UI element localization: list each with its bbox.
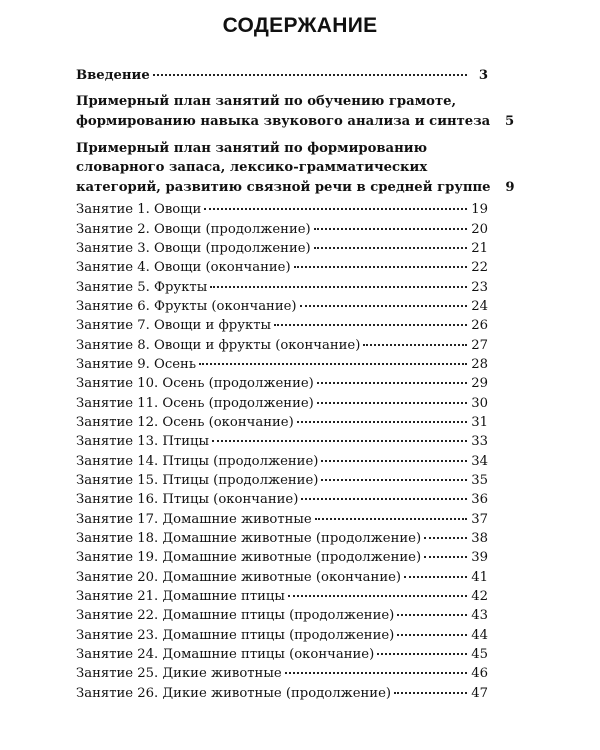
dot-leader (297, 409, 467, 423)
lesson-list (76, 199, 488, 702)
toc-entry-text: Занятие 23. Домашние птицы (продолжение) (76, 627, 395, 643)
dot-leader (424, 525, 467, 539)
toc-page-number: 45 (471, 647, 488, 663)
toc-page-number: 23 (471, 279, 488, 295)
dot-leader (274, 312, 467, 326)
toc-page-number: 31 (471, 415, 488, 430)
toc-page-number: 36 (471, 492, 488, 508)
toc-entry-text: Занятие 7. Овощи и фрукты (76, 318, 271, 334)
dot-leader (294, 254, 467, 268)
dot-leader (210, 274, 467, 288)
dot-leader (285, 660, 467, 674)
toc-entry-text: Занятие 19. Домашние животные (продолжение) (76, 550, 422, 566)
toc-entry-text: Занятие 16. Птицы (окончание) (76, 492, 299, 508)
toc-entry-text: Занятие 2. Овощи (продолжение) (76, 221, 311, 237)
toc-entry-text: Занятие 15. Птицы (продолжение) (76, 473, 319, 489)
toc-entry-text-line: категорий, развитию связной речи в средней группе (76, 180, 491, 196)
toc-entry-text: Занятие 5. Фрукты (76, 279, 208, 295)
toc-entry-section-2[interactable] (76, 139, 515, 198)
dot-leader (397, 622, 467, 636)
toc-page-number: 33 (471, 434, 488, 450)
toc-entry-section-1[interactable] (76, 92, 515, 131)
dot-leader (404, 564, 467, 578)
toc-entry-intro[interactable] (76, 65, 488, 85)
toc-entry-text: Занятие 6. Фрукты (окончание) (76, 298, 297, 314)
toc-entry-text: Введение (76, 68, 150, 83)
dot-leader (300, 293, 467, 307)
toc-page-number: 5 (504, 114, 515, 130)
toc-entry-text-line: Примерный план занятий по обучению грамоте, (76, 94, 457, 110)
toc-page-number: 41 (471, 569, 488, 585)
dot-leader (321, 467, 467, 481)
toc-entry-text: Занятие 4. Овощи (окончание) (76, 260, 291, 276)
toc-entry-text: Занятие 14. Птицы (продолжение) (76, 453, 319, 469)
toc-entry-text: Занятие 24. Домашние птицы (окончание) (76, 647, 375, 663)
toc-page-number: 20 (471, 221, 488, 237)
dot-leader (288, 583, 467, 597)
toc-page-number: 39 (471, 550, 488, 566)
toc-entry-text: Занятие 3. Овощи (продолжение) (76, 240, 311, 256)
toc-page-number: 30 (471, 395, 488, 411)
dot-leader (314, 216, 467, 230)
toc-entry-text: Занятие 12. Осень (окончание) (76, 415, 294, 430)
toc-page-number: 47 (471, 685, 488, 701)
toc-entry-text: Занятие 9. Осень (76, 356, 197, 372)
dot-leader (377, 641, 467, 655)
toc-entry-text: Занятие 8. Овощи и фрукты (окончание) (76, 337, 361, 353)
toc-page-number: 35 (471, 473, 488, 489)
toc-entry-text: Занятие 22. Домашние птицы (продолжение) (76, 608, 395, 624)
table-of-contents (76, 65, 515, 702)
page-title: СОДЕРЖАНИЕ (222, 14, 378, 37)
toc-page-number: 21 (471, 240, 488, 256)
toc-entry-text-line: формированию навыка звукового анализа и синтеза (76, 114, 491, 130)
dot-leader (424, 544, 467, 558)
toc-page-number: 43 (471, 608, 488, 624)
dot-leader (153, 62, 467, 76)
dot-leader (314, 235, 467, 249)
dot-leader (315, 506, 467, 520)
dot-leader (212, 428, 467, 442)
toc-entry-text: Занятие 17. Домашние животные (76, 511, 312, 527)
toc-page-number: 46 (471, 666, 488, 682)
toc-entry-text: Занятие 25. Дикие животные (76, 666, 282, 682)
dot-leader (317, 390, 467, 404)
toc-entry-lesson[interactable] (76, 683, 488, 702)
toc-entry-text: Занятие 1. Овощи (76, 202, 202, 218)
toc-entry-text: Занятие 20. Домашние животные (окончание) (76, 569, 402, 585)
toc-page-number: 26 (471, 318, 488, 334)
toc-entry-text: Занятие 13. Птицы (76, 434, 209, 450)
toc-entry-text: Занятие 26. Дикие животные (продолжение) (76, 685, 392, 701)
toc-page-number: 38 (471, 531, 488, 547)
toc-page-number: 24 (471, 298, 488, 314)
toc-page-number: 34 (471, 453, 488, 469)
toc-entry-text: Занятие 11. Осень (продолжение) (76, 395, 314, 411)
toc-entry-text: Занятие 18. Домашние животные (продолжение) (76, 531, 422, 547)
toc-entry-text: Занятие 10. Осень (продолжение) (76, 376, 314, 392)
toc-page-number: 19 (471, 202, 488, 218)
toc-page-number: 3 (478, 68, 488, 83)
dot-leader (301, 486, 467, 500)
toc-page-number: 42 (471, 589, 488, 605)
dot-leader (394, 680, 467, 694)
dot-leader (199, 351, 467, 365)
toc-page-number: 27 (471, 337, 488, 353)
dot-leader (397, 602, 467, 616)
toc-page-number: 44 (471, 627, 488, 643)
toc-entry-text-line: словарного запаса, лексико-грамматических (76, 159, 428, 175)
toc-page-number: 28 (471, 356, 488, 372)
dot-leader (321, 448, 467, 462)
dot-leader (363, 332, 467, 346)
toc-page-number: 22 (471, 260, 488, 276)
toc-page-number: 37 (471, 511, 488, 527)
toc-entry-text: Занятие 21. Домашние птицы (76, 589, 285, 605)
dot-leader (317, 370, 467, 384)
toc-page-number: 9 (505, 180, 515, 196)
dot-leader (204, 196, 467, 210)
toc-entry-text-line: Примерный план занятий по формированию (76, 140, 428, 156)
toc-page-number: 29 (471, 376, 488, 392)
